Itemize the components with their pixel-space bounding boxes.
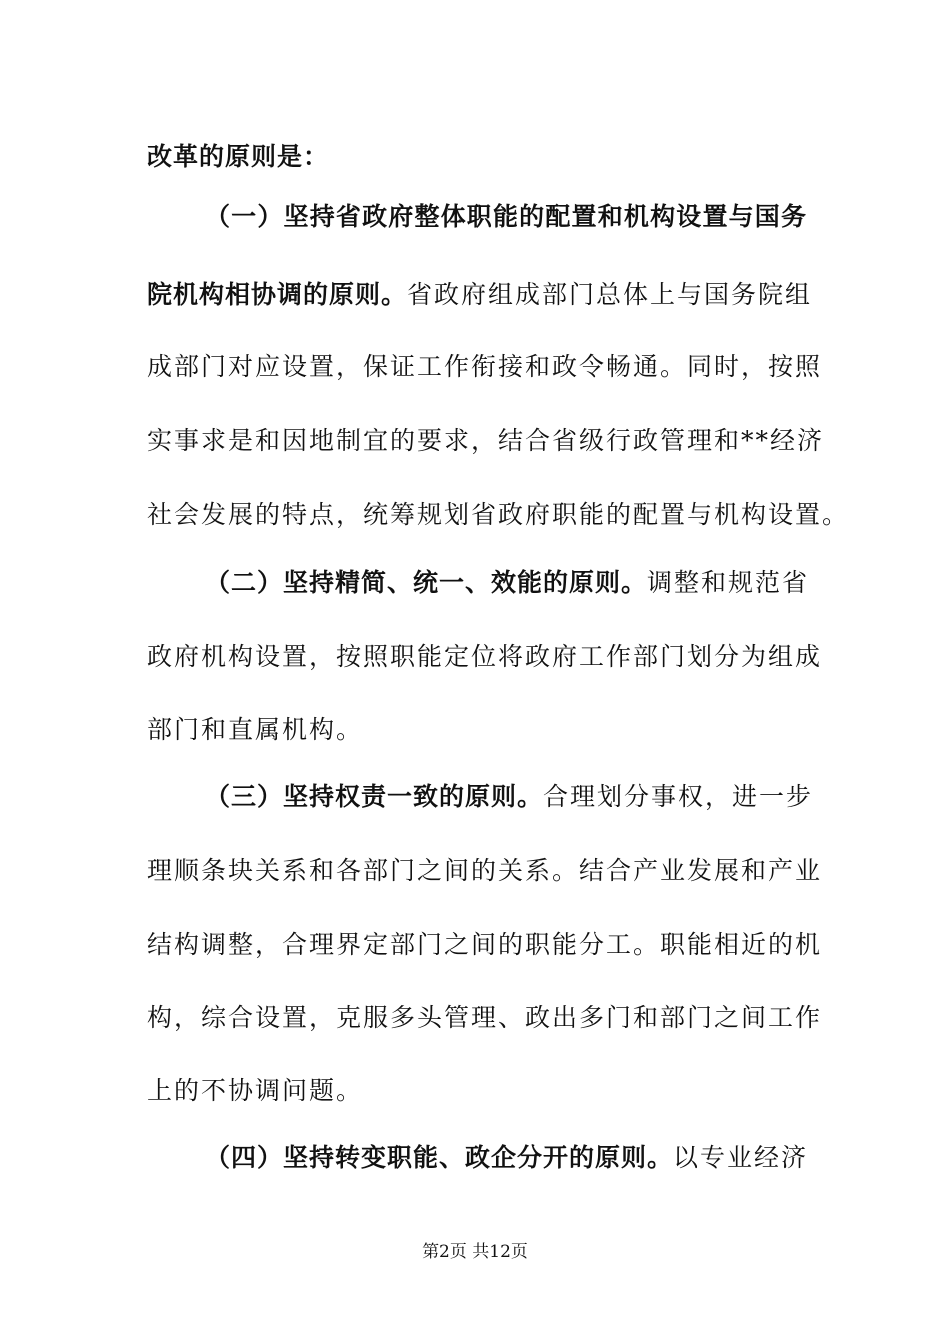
- intro-line: 改革的原则是：: [147, 142, 330, 171]
- principle-3-line-5: 上的不协调问题。: [147, 1076, 364, 1105]
- principle-3-heading: （三）坚持权责一致的原则。: [205, 782, 544, 811]
- principle-1-line-3: 成部门对应设置，保证工作衔接和政令畅通。同时，按照: [147, 352, 823, 381]
- principle-4-body-line-1: 以专业经济: [673, 1143, 809, 1172]
- principle-1-line-5: 社会发展的特点，统筹规划省政府职能的配置与机构设置。: [147, 500, 850, 529]
- principle-1-line-4: 实事求是和因地制宜的要求，结合省级行政管理和**经济: [147, 426, 825, 455]
- principle-4-line-1: [205, 1141, 807, 1175]
- page-footer: 第2页 共12页: [422, 1242, 528, 1262]
- principle-1-body-line-2: 省政府组成部门总体上与国务院组: [407, 280, 813, 309]
- principle-2-line-3: 部门和直属机构。: [147, 715, 364, 744]
- principle-3-line-2: 理顺条块关系和各部门之间的关系。结合产业发展和产业: [147, 856, 823, 885]
- principle-1-heading-line-1: （一）坚持省政府整体职能的配置和机构设置与国务: [205, 202, 807, 231]
- principle-2-heading: （二）坚持精简、统一、效能的原则。: [205, 568, 648, 597]
- principle-3-line-4: 构，综合设置，克服多头管理、政出多门和部门之间工作: [147, 1003, 823, 1032]
- principle-3-line-3: 结构调整，合理界定部门之间的职能分工。职能相近的机: [147, 930, 823, 959]
- principle-2-line-2: 政府机构设置，按照职能定位将政府工作部门划分为组成: [147, 642, 823, 671]
- principle-3-line-1: [205, 780, 814, 814]
- principle-3-body-line-1: 合理划分事权，进一步: [543, 782, 814, 811]
- principle-1-line-2: [147, 278, 813, 312]
- principle-1-heading-line-2: 院机构相协调的原则。: [147, 280, 408, 309]
- principle-2-line-1: [205, 566, 810, 600]
- principle-4-heading: （四）坚持转变职能、政企分开的原则。: [205, 1143, 674, 1172]
- principle-2-body-line-1: 调整和规范省: [647, 568, 810, 597]
